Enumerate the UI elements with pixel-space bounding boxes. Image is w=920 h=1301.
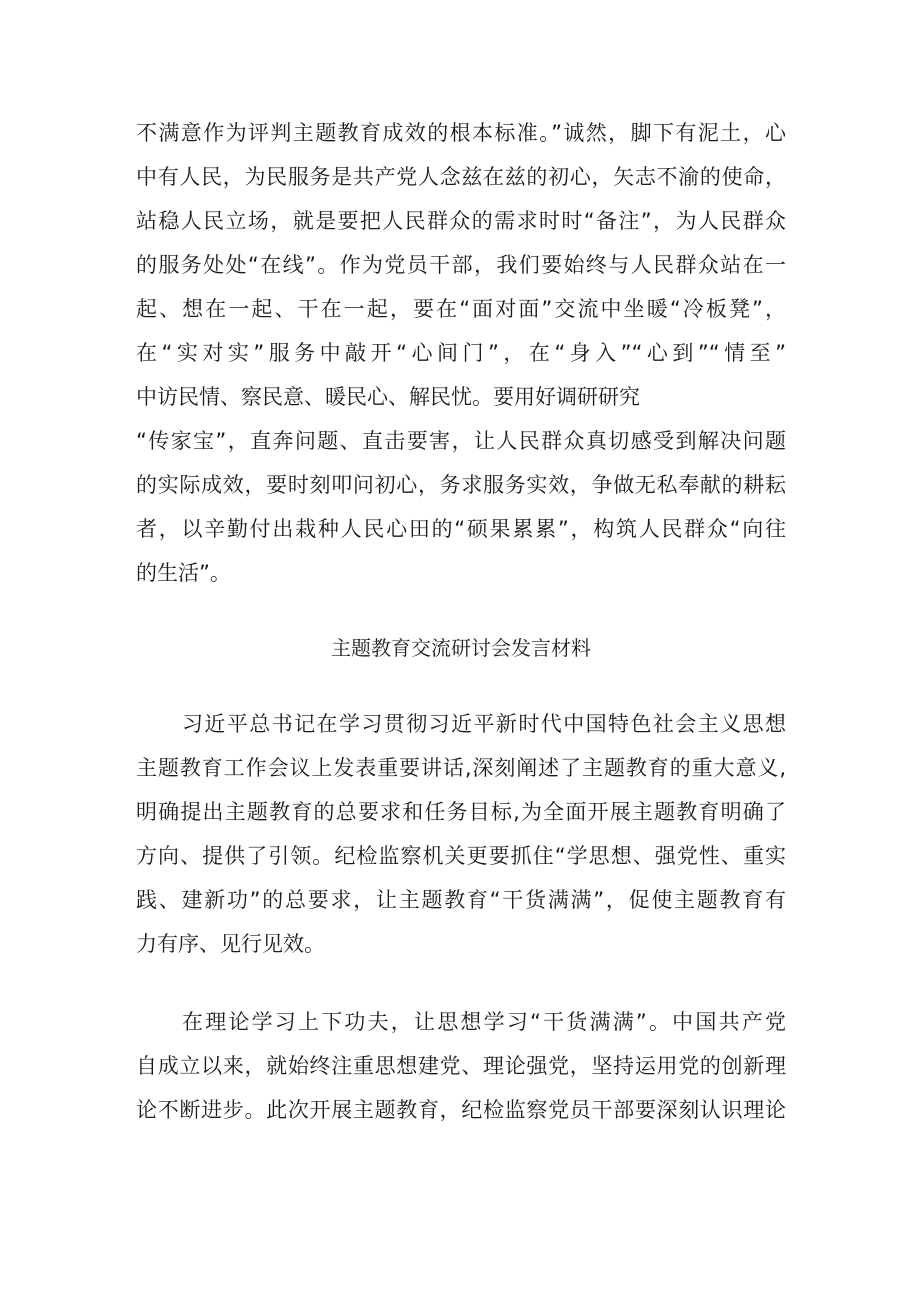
- paragraph-3-line-1: 在理论学习上下功夫，让思想学习“干货满满”。中国共产党: [182, 1010, 786, 1034]
- paragraph-3-line-2: 自成立以来，就始终注重思想建党、理论强党，坚持运用党的创新理: [136, 1054, 786, 1078]
- paragraph-2-line-4: 方向、提供了引领。纪检监察机关更要抓住“学思想、强党性、重实: [136, 844, 786, 868]
- paragraph-1-line-11: 的生活”。: [136, 561, 231, 585]
- section-title: 主题教育交流研讨会发言材料: [331, 636, 591, 660]
- paragraph-1-line-6: 在“实对实”服务中敲开“心间门”，在“身入”“心到”“情至”: [136, 341, 786, 365]
- paragraph-2-line-1: 习近平总书记在学习贯彻习近平新时代中国特色社会主义思想: [182, 712, 786, 736]
- paragraph-1-line-4: 的服务处处“在线”。作为党员干部，我们要始终与人民群众站在一: [136, 253, 786, 277]
- paragraph-1-line-2: 中有人民，为民服务是共产党人念兹在兹的初心，矢志不渝的使命，: [136, 165, 786, 189]
- paragraph-2-line-6: 力有序、见行见效。: [136, 932, 325, 956]
- paragraph-2-line-2: 主题教育工作会议上发表重要讲话,深刻阐述了主题教育的重大意义,: [136, 756, 786, 780]
- paragraph-1-line-8: “传家宝”，直奔问题、直击要害，让人民群众真切感受到解决问题: [136, 429, 786, 453]
- paragraph-2-line-5: 践、建新功”的总要求，让主题教育“干货满满”，促使主题教育有: [136, 888, 786, 912]
- paragraph-2-line-3: 明确提出主题教育的总要求和任务目标,为全面开展主题教育明确了: [136, 800, 786, 824]
- paragraph-1-line-5: 起、想在一起、干在一起，要在“面对面”交流中坐暖“冷板凳”，: [136, 297, 786, 321]
- paragraph-3-line-3: 论不断进步。此次开展主题教育，纪检监察党员干部要深刻认识理论: [136, 1098, 786, 1122]
- paragraph-1-line-7: 中访民情、察民意、暖民心、解民忧。要用好调研研究: [136, 385, 640, 409]
- paragraph-1-line-10: 者，以辛勤付出栽种人民心田的“硕果累累”，构筑人民群众“向往: [136, 517, 786, 541]
- paragraph-1-line-3: 站稳人民立场，就是要把人民群众的需求时时“备注”，为人民群众: [136, 209, 786, 233]
- paragraph-1-line-9: 的实际成效，要时刻叩问初心，务求服务实效，争做无私奉献的耕耘: [136, 473, 786, 497]
- paragraph-1-line-1: 不满意作为评判主题教育成效的根本标准。”诚然，脚下有泥土，心: [136, 121, 786, 145]
